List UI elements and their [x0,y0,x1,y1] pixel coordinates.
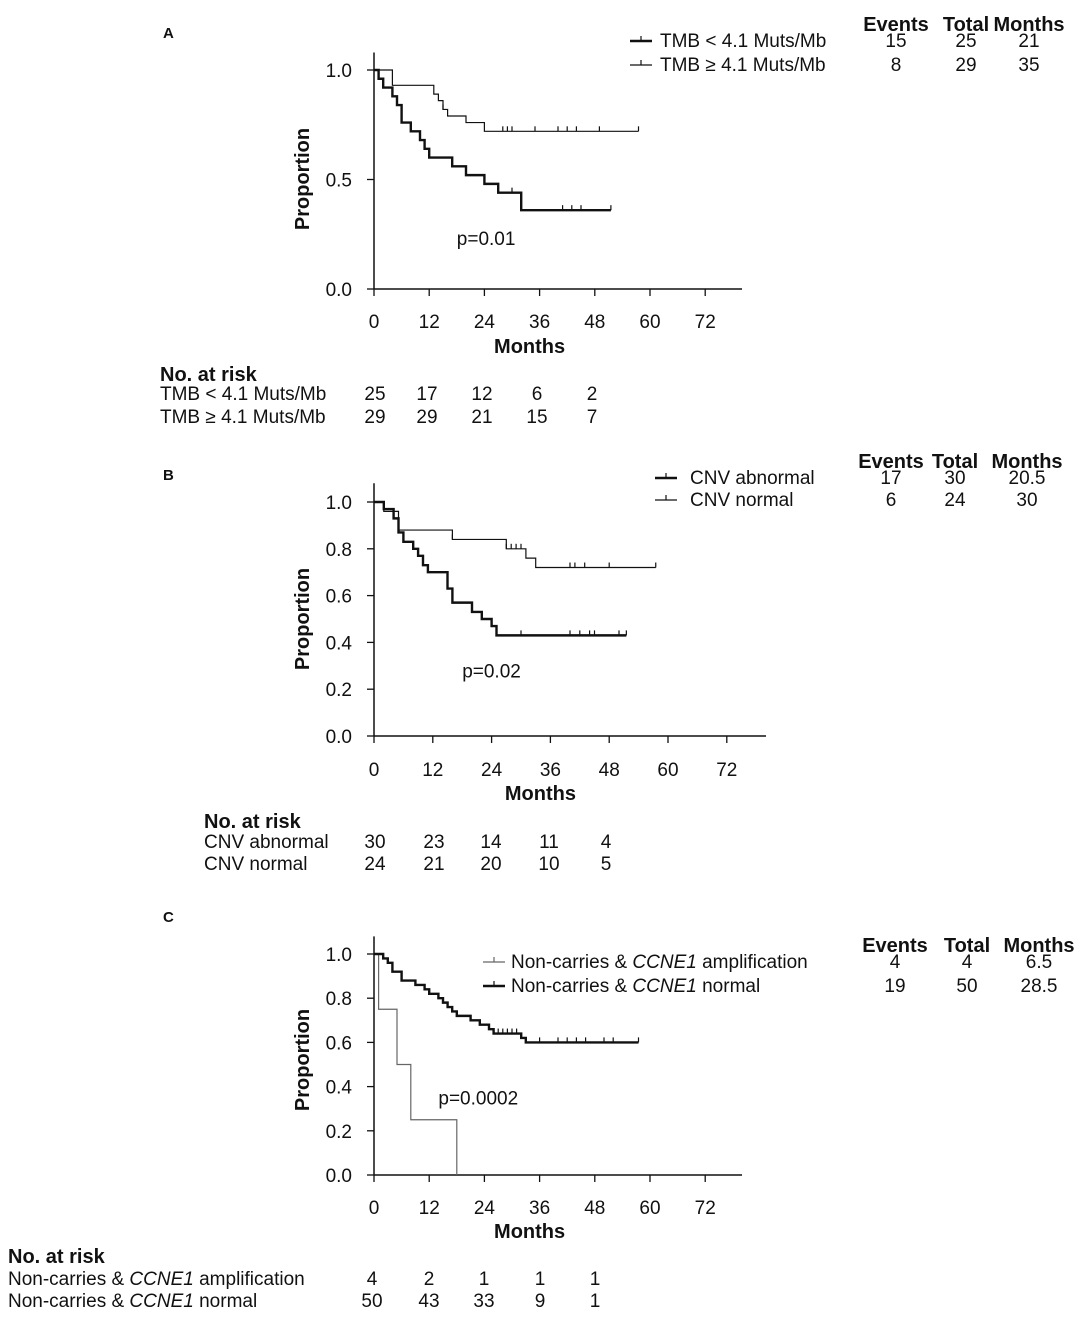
risk-value: 1 [478,1269,490,1290]
risk-value: 14 [480,832,502,853]
legend-stat: 20.5 [1008,468,1046,489]
legend-header-months: Months [991,451,1063,473]
risk-value: 6 [531,384,543,405]
legend-stat: 35 [1018,55,1040,76]
risk-value: 33 [473,1291,495,1312]
risk-value: 4 [366,1269,378,1290]
x-tick-label: 12 [418,312,440,333]
risk-value: 5 [600,854,612,875]
risk-value: 20 [480,854,502,875]
legend-header-total: Total [943,935,991,957]
risk-value: 1 [534,1269,546,1290]
y-tick-label: 0.4 [325,1077,352,1099]
risk-value: 2 [423,1269,435,1290]
legend-label: CNV abnormal [690,468,815,489]
legend-stat: 6 [885,490,897,511]
legend-stat: 4 [961,952,973,973]
survival-curve-1 [374,502,626,635]
legend-header-total: Total [931,451,979,473]
legend-label: Non-carries & CCNE1 amplification [511,952,808,973]
y-tick-label: 1.0 [325,945,352,966]
legend-stat: 29 [955,55,977,76]
panel-label: A [163,25,174,42]
risk-row-label: Non-carries & CCNE1 amplification [8,1269,305,1290]
y-tick-label: 0.6 [325,586,352,608]
risk-value: 2 [586,384,598,405]
x-tick-label: 36 [539,760,561,781]
x-axis-title: Months [494,336,566,358]
legend-label: TMB < 4.1 Muts/Mb [660,31,827,52]
y-tick-label: 0.0 [325,280,352,301]
x-tick-label: 60 [639,312,661,333]
risk-value: 17 [416,384,438,405]
x-tick-label: 72 [716,760,738,781]
legend-header-events: Events [862,935,928,957]
legend-label: TMB ≥ 4.1 Muts/Mb [660,55,826,76]
y-axis-title: Proportion [292,1008,314,1112]
x-tick-label: 24 [481,760,503,781]
y-tick-label: 0.2 [325,1121,352,1143]
y-tick-label: 0.0 [325,1166,352,1187]
legend-stat: 6.5 [1025,952,1053,973]
legend-stat: 30 [944,468,966,489]
risk-value: 10 [538,854,560,875]
survival-curve-1 [374,954,457,1175]
x-tick-label: 24 [473,312,495,333]
legend-label: CNV normal [690,490,794,511]
risk-value: 43 [418,1291,440,1312]
x-tick-label: 48 [584,312,606,333]
legend-label: Non-carries & CCNE1 normal [511,976,761,997]
risk-table-title: No. at risk [204,811,301,833]
y-axis-title: Proportion [292,567,314,671]
x-tick-label: 0 [368,312,380,333]
legend-stat: 24 [944,490,966,511]
legend-stat: 21 [1018,31,1040,52]
y-tick-label: 1.0 [325,61,352,82]
legend-stat: 15 [885,31,907,52]
risk-value: 11 [539,832,559,853]
survival-curve-2 [374,70,639,131]
risk-value: 4 [600,832,612,853]
risk-value: 15 [526,407,548,428]
risk-value: 50 [361,1291,383,1312]
x-axis-title: Months [504,783,576,805]
legend-stat: 19 [884,976,906,997]
x-axis-title: Months [494,1221,566,1243]
risk-value: 7 [586,407,598,428]
risk-value: 21 [471,407,493,428]
y-tick-label: 0.2 [325,680,352,702]
risk-value: 25 [364,384,386,405]
risk-row-label: CNV normal [204,854,308,875]
x-tick-label: 72 [694,312,716,333]
risk-value: 30 [364,832,386,853]
x-tick-label: 48 [598,760,620,781]
legend-stat: 30 [1016,490,1038,511]
panel-label: C [163,909,174,926]
legend-stat: 50 [956,976,978,997]
panel-label: B [163,467,174,484]
risk-value: 24 [364,854,386,875]
y-tick-label: 0.8 [325,989,352,1011]
x-tick-label: 12 [418,1198,440,1219]
risk-value: 1 [589,1269,601,1290]
p-value: p=0.02 [462,661,521,683]
risk-value: 29 [416,407,438,428]
legend-header-months: Months [1003,935,1075,957]
survival-curve-1 [374,70,611,210]
y-tick-label: 0.5 [325,170,352,192]
risk-row-label: CNV abnormal [204,832,329,853]
survival-curve-2 [374,502,656,568]
risk-value: 9 [534,1291,546,1312]
y-tick-label: 0.6 [325,1033,352,1055]
x-tick-label: 60 [657,760,679,781]
risk-value: 21 [423,854,445,875]
x-tick-label: 36 [529,312,551,333]
legend-header-events: Events [858,451,924,473]
x-tick-label: 24 [473,1198,495,1219]
legend-header-total: Total [942,14,990,36]
x-tick-label: 0 [368,1198,380,1219]
km-panel-c [8,909,1075,1312]
p-value: p=0.0002 [438,1088,519,1110]
risk-row-label: TMB ≥ 4.1 Muts/Mb [160,407,326,428]
y-tick-label: 1.0 [325,493,352,514]
risk-row-label: Non-carries & CCNE1 normal [8,1291,258,1312]
y-axis-title: Proportion [292,127,314,231]
legend-stat: 25 [955,31,977,52]
y-tick-label: 0.4 [325,633,352,655]
risk-value: 29 [364,407,386,428]
km-panel-b [163,451,1063,875]
p-value: p=0.01 [456,229,516,251]
x-tick-label: 0 [368,760,380,781]
legend-header-months: Months [993,14,1065,36]
x-tick-label: 36 [529,1198,551,1219]
y-tick-label: 0.0 [325,727,352,748]
x-tick-label: 60 [639,1198,661,1219]
legend-stat: 17 [880,468,902,489]
x-tick-label: 12 [422,760,444,781]
risk-table-title: No. at risk [8,1246,105,1268]
legend-stat: 4 [889,952,901,973]
x-tick-label: 72 [694,1198,716,1219]
risk-value: 23 [423,832,445,853]
risk-table-title: No. at risk [160,364,257,386]
legend-stat: 28.5 [1020,976,1058,997]
legend-header-events: Events [863,14,929,36]
risk-value: 1 [589,1291,601,1312]
km-panel-a [160,14,1065,428]
risk-value: 12 [471,384,493,405]
y-tick-label: 0.8 [325,539,352,561]
x-tick-label: 48 [584,1198,606,1219]
risk-row-label: TMB < 4.1 Muts/Mb [160,384,327,405]
legend-stat: 8 [890,55,902,76]
